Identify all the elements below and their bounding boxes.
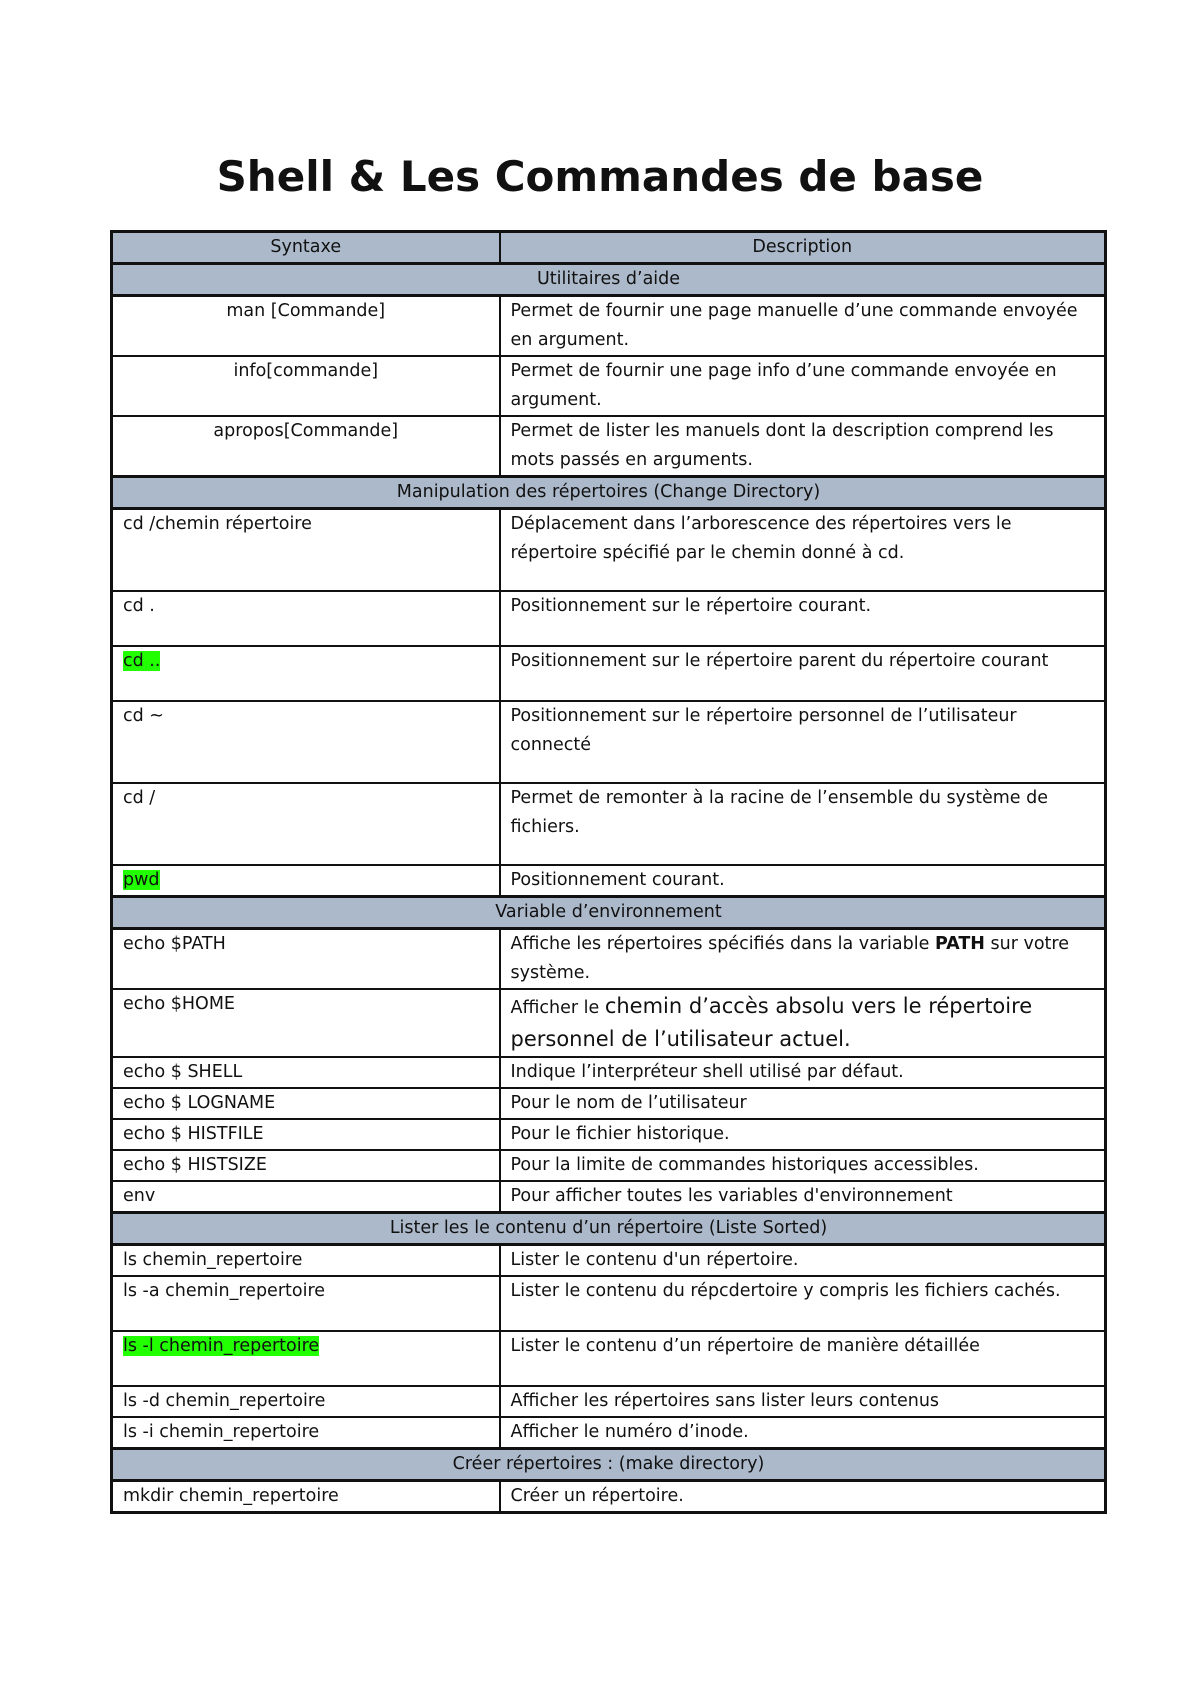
section-header-row [112, 1448, 1106, 1480]
description-cell [500, 928, 1106, 989]
description-cell: Positionnement sur le répertoire personnel de l’utilisateur connecté [500, 701, 1106, 783]
table-row [112, 591, 1106, 646]
column-header-syntax: Syntaxe [112, 232, 500, 264]
description-cell: Indique l’interpréteur shell utilisé par défaut. [500, 1057, 1106, 1088]
syntax-cell: ls -a chemin_repertoire [112, 1276, 500, 1331]
section-header-row [112, 1212, 1106, 1244]
table-row [112, 509, 1106, 591]
description-cell: Lister le contenu d’un répertoire de manière détaillée [500, 1331, 1106, 1386]
syntax-cell: echo $PATH [112, 928, 500, 989]
table-row [112, 1088, 1106, 1119]
table-row [112, 296, 1106, 357]
table-row [112, 1480, 1106, 1512]
table-row [112, 928, 1106, 989]
syntax-cell [112, 646, 500, 701]
section-title: Utilitaires d’aide [112, 264, 1106, 296]
syntax-cell: ls chemin_repertoire [112, 1244, 500, 1276]
column-header-description: Description [500, 232, 1106, 264]
description-cell: Pour le fichier historique. [500, 1119, 1106, 1150]
description-cell: Lister le contenu d'un répertoire. [500, 1244, 1106, 1276]
description-cell: Déplacement dans l’arborescence des répertoires vers le répertoire spécifié par le chemin donné à cd. [500, 509, 1106, 591]
table-row [112, 1057, 1106, 1088]
description-bold-term: PATH [934, 933, 985, 954]
syntax-cell: cd ~ [112, 701, 500, 783]
section-title: Lister les le contenu d’un répertoire (Liste Sorted) [112, 1212, 1106, 1244]
highlighted-syntax: ls -l chemin_repertoire [123, 1335, 320, 1356]
table-row [112, 989, 1106, 1057]
highlighted-syntax: pwd [123, 869, 160, 890]
table-row [112, 356, 1106, 416]
description-emphasis-text: chemin d’accès absolu vers le répertoire personnel de l’utilisateur actuel. [510, 993, 1033, 1051]
table-header-row [112, 232, 1106, 264]
description-cell: Permet de fournir une page manuelle d’une commande envoyée en argument. [500, 296, 1106, 357]
syntax-cell: info[commande] [112, 356, 500, 416]
description-cell: Lister le contenu du répcdertoire y compris les fichiers cachés. [500, 1276, 1106, 1331]
table-row [112, 1181, 1106, 1213]
syntax-cell: echo $ SHELL [112, 1057, 500, 1088]
description-text: sur votre système. [510, 933, 1069, 983]
table-row [112, 1244, 1106, 1276]
syntax-cell: echo $HOME [112, 989, 500, 1057]
syntax-cell: ls -i chemin_repertoire [112, 1417, 500, 1449]
syntax-cell: cd . [112, 591, 500, 646]
description-cell: Permet de fournir une page info d’une commande envoyée en argument. [500, 356, 1106, 416]
highlighted-syntax: cd .. [123, 650, 161, 671]
table-row [112, 646, 1106, 701]
syntax-cell: man [Commande] [112, 296, 500, 357]
section-title: Manipulation des répertoires (Change Directory) [112, 477, 1106, 509]
syntax-cell: ls -d chemin_repertoire [112, 1386, 500, 1417]
syntax-cell: echo $ HISTSIZE [112, 1150, 500, 1181]
table-row [112, 1417, 1106, 1449]
table-row [112, 1386, 1106, 1417]
description-cell [500, 989, 1106, 1057]
table-row [112, 1119, 1106, 1150]
description-cell: Permet de remonter à la racine de l’ensemble du système de fichiers. [500, 783, 1106, 865]
page-title: Shell & Les Commandes de base [216, 152, 984, 201]
syntax-cell: cd / [112, 783, 500, 865]
syntax-cell: apropos[Commande] [112, 416, 500, 477]
syntax-cell: mkdir chemin_repertoire [112, 1480, 500, 1512]
section-header-row [112, 896, 1106, 928]
description-text: Afficher le [510, 997, 605, 1018]
table-row [112, 1276, 1106, 1331]
description-cell: Pour afficher toutes les variables d'environnement [500, 1181, 1106, 1213]
table-row [112, 783, 1106, 865]
syntax-cell: echo $ HISTFILE [112, 1119, 500, 1150]
table-row [112, 416, 1106, 477]
description-cell: Créer un répertoire. [500, 1480, 1106, 1512]
description-cell: Positionnement sur le répertoire courant. [500, 591, 1106, 646]
description-cell: Pour le nom de l’utilisateur [500, 1088, 1106, 1119]
section-title: Créer répertoires : (make directory) [112, 1448, 1106, 1480]
table-row [112, 865, 1106, 897]
section-header-row [112, 477, 1106, 509]
section-header-row [112, 264, 1106, 296]
syntax-cell: echo $ LOGNAME [112, 1088, 500, 1119]
syntax-cell: env [112, 1181, 500, 1213]
table-row [112, 701, 1106, 783]
description-cell: Afficher les répertoires sans lister leurs contenus [500, 1386, 1106, 1417]
description-cell: Positionnement courant. [500, 865, 1106, 897]
description-cell: Positionnement sur le répertoire parent du répertoire courant [500, 646, 1106, 701]
table-row [112, 1150, 1106, 1181]
syntax-cell: cd /chemin répertoire [112, 509, 500, 591]
syntax-cell [112, 865, 500, 897]
description-cell: Permet de lister les manuels dont la description comprend les mots passés en arguments. [500, 416, 1106, 477]
table-row [112, 1331, 1106, 1386]
description-cell: Afficher le numéro d’inode. [500, 1417, 1106, 1449]
section-title: Variable d’environnement [112, 896, 1106, 928]
syntax-cell [112, 1331, 500, 1386]
description-text: Affiche les répertoires spécifiés dans la variable [510, 933, 935, 954]
commands-table [110, 230, 1107, 1514]
description-cell: Pour la limite de commandes historiques accessibles. [500, 1150, 1106, 1181]
